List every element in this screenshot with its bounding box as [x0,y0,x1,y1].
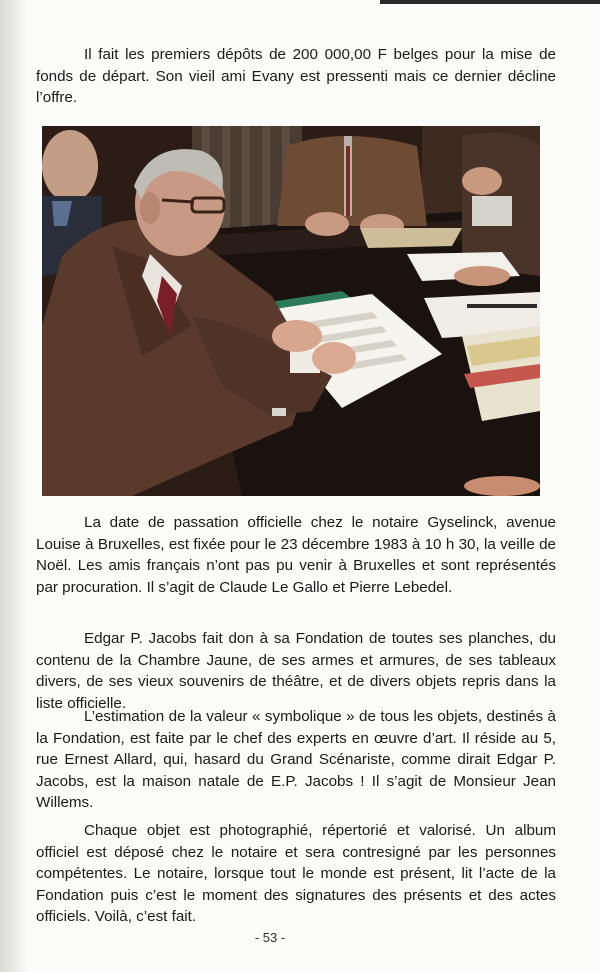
page-binding-shadow [0,0,28,972]
signing-photo-image [42,126,540,496]
paragraph-3: Edgar P. Jacobs fait don à sa Fondation de toutes ses planches, du contenu de la Chambre Jaune, de ses armes et armures, de ses tableaux divers, de ses vieux souvenirs de théâtre, et de divers objets repris dans la liste officielle. [36,630,556,712]
page-top-edge [380,0,600,4]
paragraph-2: La date de passation officielle chez le notaire Gyselinck, avenue Louise à Bruxelles, est fixée pour le 23 décembre 1983 à 10 h 30, la veille de Noël. Les amis français n’ont pas pu venir à Bruxelles et sont représentés par procuration. Il s’agit de Claude Le Gallo et Pierre Lebedel. [36,514,556,596]
paragraph-5: Chaque objet est photographié, répertorié et valorisé. Un album officiel est déposé chez le notaire et sera contresigné par les personnes compétentes. Le notaire, lorsque tout le monde est présent, lit l’acte de la Fondation puis c’est le moment des signatures des présents et des actes officiels. Voilà, c’est fait. [36,822,556,925]
paragraph-1: Il fait les premiers dépôts de 200 000,00 F belges pour la mise de fonds de départ. Son vieil ami Evany est pressenti mais ce dernier décline l’offre. [36,46,556,106]
page-number: - 53 - [254,930,286,945]
paragraph-4: L’estimation de la valeur « symbolique » de tous les objets, destinés à la Fondation, est faite par le chef des experts en œuvre d’art. Il réside au 5, rue Ernest Allard, qui, hasard du Grand Scénariste, comme dirait Edgar P. Jacobs, est la maison natale de E.P. Jacobs ! Il s’agit de Monsieur Jean Willems. [36,708,556,811]
signing-photo [42,126,540,496]
